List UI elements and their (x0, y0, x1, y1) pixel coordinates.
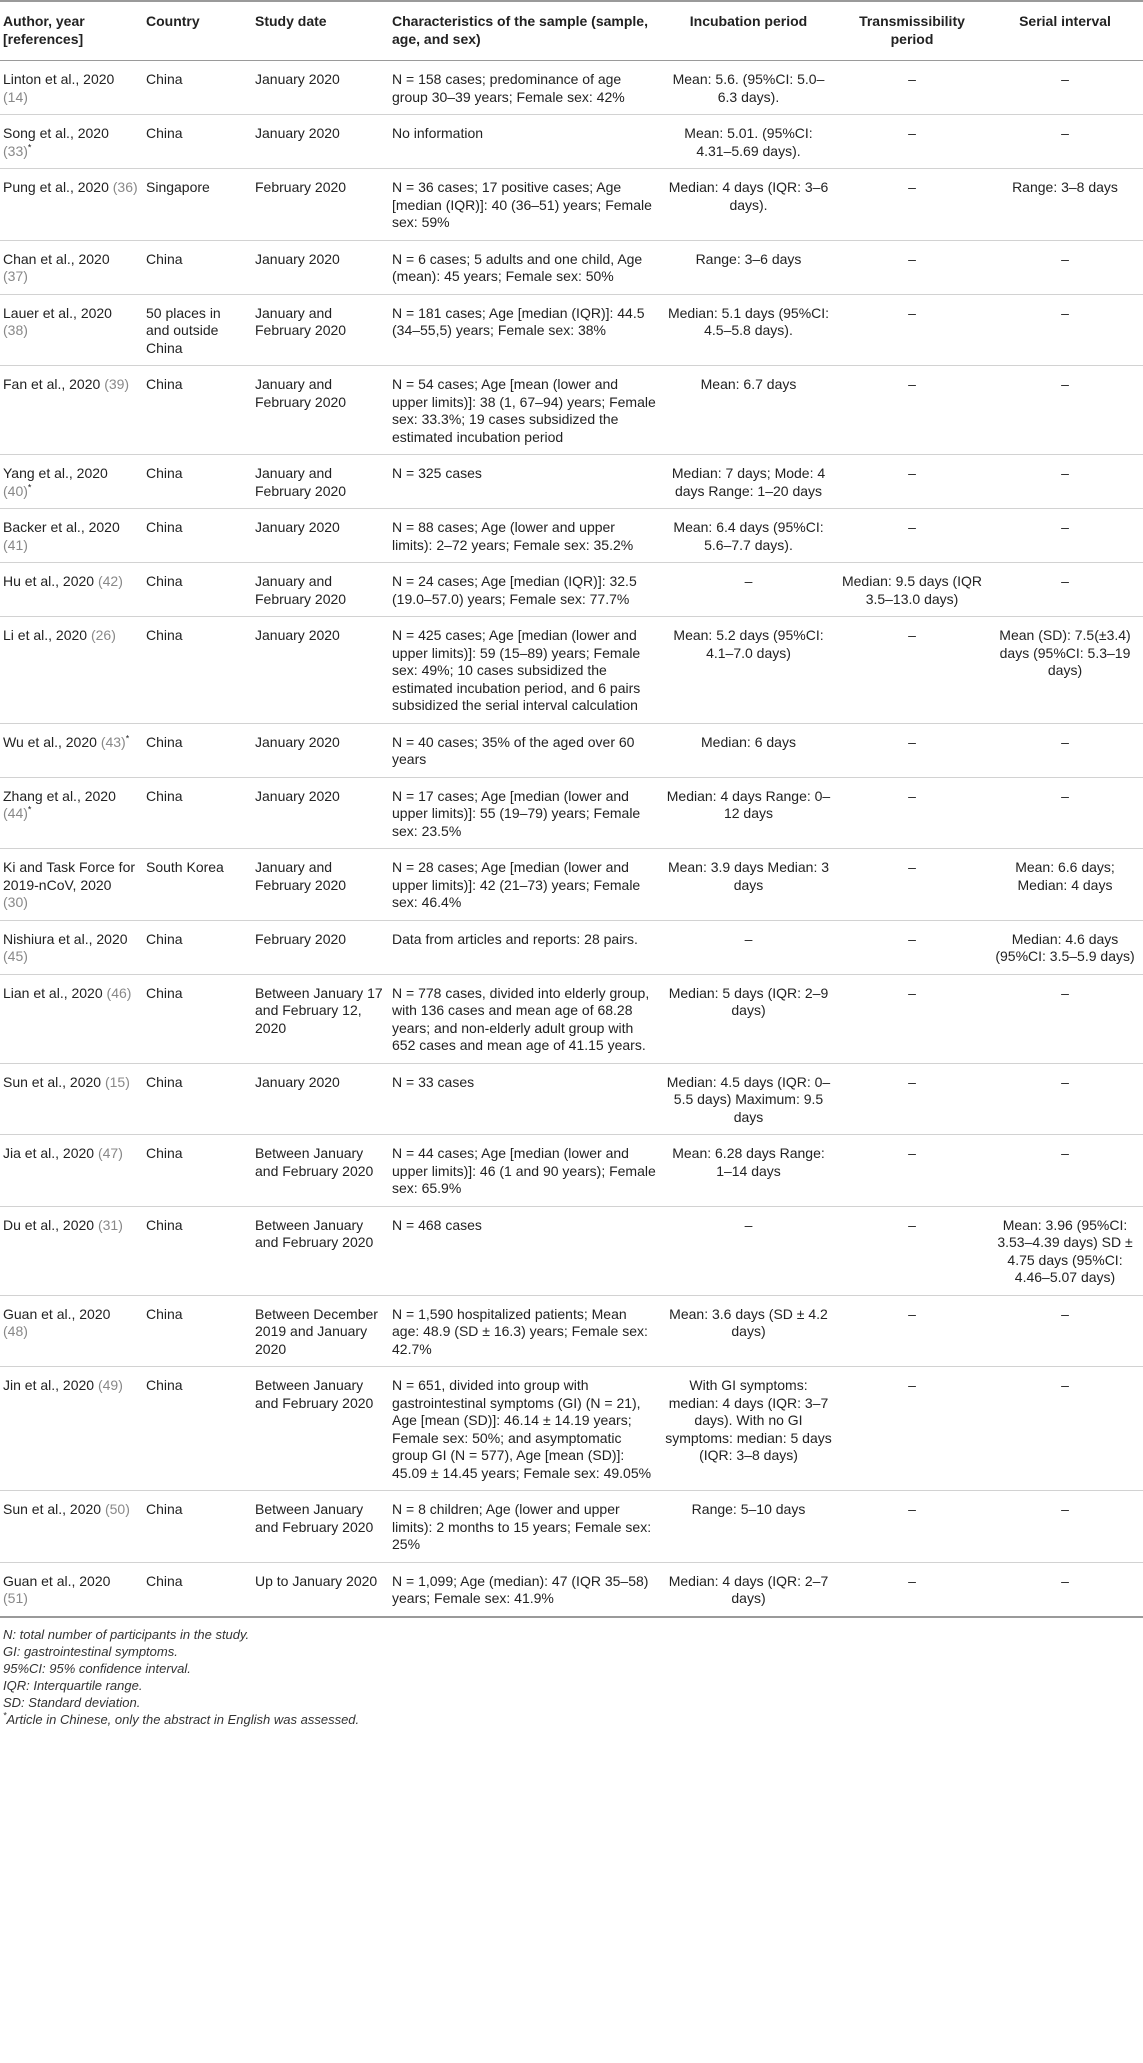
reference-link[interactable]: (38) (3, 322, 28, 338)
cell-transmissibility: – (837, 294, 989, 366)
table-row (0, 563, 1143, 617)
reference-link[interactable]: (51) (3, 1590, 28, 1606)
cell-serial: Mean: 3.96 (95%CI: 3.53–4.39 days) SD ± 4.75 days (95%CI: 4.46–5.07 days) (989, 1206, 1143, 1295)
cell-serial: – (989, 974, 1143, 1063)
cell-country: China (143, 1295, 252, 1367)
reference-link[interactable]: (43) (100, 733, 126, 750)
cell-transmissibility: – (837, 1367, 989, 1491)
author-name: Guan et al., 2020 (3, 1305, 111, 1322)
cell-sample: N = 24 cases; Age [median (IQR)]: 32.5 (19.0–57.0) years; Female sex: 77.7% (389, 563, 662, 617)
cell-author (0, 920, 143, 974)
cell-serial: – (989, 366, 1143, 455)
author-name: Jin et al., 2020 (3, 1377, 95, 1393)
cell-transmissibility: – (837, 169, 989, 241)
cell-sample: N = 181 cases; Age [median (IQR)]: 44.5 (34–55,5) years; Female sex: 38% (389, 294, 662, 366)
reference-link[interactable]: (36) (112, 179, 138, 195)
cell-transmissibility: – (837, 1295, 989, 1367)
cell-serial: – (989, 1295, 1143, 1367)
cell-study-date: January 2020 (252, 509, 389, 563)
cell-author (0, 974, 143, 1063)
table-row (0, 1491, 1143, 1563)
table-row (0, 366, 1143, 455)
cell-country: China (143, 366, 252, 455)
cell-author (0, 1206, 143, 1295)
footnote-ci: 95%CI: 95% confidence interval. (3, 1660, 191, 1676)
cell-sample: N = 325 cases (389, 455, 662, 509)
reference-link[interactable]: (14) (3, 88, 28, 105)
author-name: Zhang et al., 2020 (3, 787, 116, 804)
cell-serial: – (989, 240, 1143, 294)
cell-serial: Median: 4.6 days (95%CI: 3.5–5.9 days) (989, 920, 1143, 974)
chinese-article-mark: * (27, 804, 32, 815)
cell-incubation: Range: 5–10 days (662, 1491, 837, 1563)
cell-incubation: Mean: 5.6. (95%CI: 5.0–6.3 days). (662, 61, 837, 115)
reference-link[interactable]: (44) (3, 805, 28, 821)
cell-study-date: January and February 2020 (252, 366, 389, 455)
cell-serial: – (989, 1367, 1143, 1491)
cell-incubation: Mean: 6.7 days (662, 366, 837, 455)
cell-author (0, 294, 143, 366)
table-footnotes (0, 1626, 1143, 1728)
cell-serial: Mean: 6.6 days; Median: 4 days (989, 849, 1143, 921)
cell-author (0, 617, 143, 724)
cell-incubation: Median: 4 days (IQR: 3–6 days). (662, 169, 837, 241)
cell-incubation: Range: 3–6 days (662, 240, 837, 294)
cell-author (0, 115, 143, 169)
cell-study-date: Between January and February 2020 (252, 1135, 389, 1207)
cell-country: China (143, 1135, 252, 1207)
reference-link[interactable]: (37) (3, 268, 28, 284)
cell-sample: N = 158 cases; predominance of age group 30–39 years; Female sex: 42% (389, 61, 662, 115)
cell-author (0, 1562, 143, 1617)
cell-transmissibility: – (837, 115, 989, 169)
chinese-article-mark: * (125, 732, 130, 743)
cell-incubation: Median: 6 days (662, 723, 837, 777)
table-row (0, 617, 1143, 724)
author-name: Wu et al., 2020 (3, 733, 97, 750)
cell-sample: N = 17 cases; Age [median (lower and upper limits)]: 55 (19–79) years; Female sex: 23.5% (389, 777, 662, 849)
cell-study-date: January 2020 (252, 723, 389, 777)
cell-transmissibility: Median: 9.5 days (IQR 3.5–13.0 days) (837, 563, 989, 617)
cell-author (0, 1295, 143, 1367)
cell-study-date: February 2020 (252, 920, 389, 974)
author-name: Sun et al., 2020 (3, 1073, 102, 1090)
footnote-iqr: IQR: Interquartile range. (3, 1677, 143, 1693)
cell-study-date: February 2020 (252, 169, 389, 241)
cell-author (0, 240, 143, 294)
cell-transmissibility: – (837, 777, 989, 849)
cell-author (0, 849, 143, 921)
table-row (0, 1367, 1143, 1491)
header-author: Author, year [references] (0, 1, 143, 61)
table-row (0, 1206, 1143, 1295)
cell-author (0, 61, 143, 115)
cell-country: China (143, 777, 252, 849)
cell-sample: No information (389, 115, 662, 169)
cell-study-date: Between December 2019 and January 2020 (252, 1295, 389, 1367)
cell-study-date: Between January and February 2020 (252, 1206, 389, 1295)
cell-country: China (143, 974, 252, 1063)
cell-incubation: – (662, 563, 837, 617)
reference-link[interactable]: (46) (106, 984, 132, 1001)
footnote-chinese-article (3, 1711, 1143, 1728)
header-serial: Serial interval (989, 1, 1143, 61)
reference-link[interactable]: (26) (90, 627, 116, 643)
cell-serial: – (989, 1063, 1143, 1135)
cell-sample: Data from articles and reports: 28 pairs. (389, 920, 662, 974)
cell-country: China (143, 1367, 252, 1491)
author-name: Jia et al., 2020 (3, 1145, 95, 1161)
table-row (0, 849, 1143, 921)
reference-link[interactable]: (47) (97, 1145, 123, 1161)
author-name: Yang et al., 2020 (3, 465, 108, 481)
chinese-article-mark: * (27, 481, 32, 492)
cell-incubation: Mean: 3.9 days Median: 3 days (662, 849, 837, 921)
cell-country: Singapore (143, 169, 252, 241)
cell-country: China (143, 1206, 252, 1295)
cell-transmissibility: – (837, 1562, 989, 1617)
table-row (0, 61, 1143, 115)
cell-sample: N = 36 cases; 17 positive cases; Age [median (IQR)]: 40 (36–51) years; Female sex: 59% (389, 169, 662, 241)
chinese-article-mark: * (27, 141, 32, 152)
cell-country: China (143, 115, 252, 169)
cell-serial: – (989, 455, 1143, 509)
cell-study-date: Between January 17 and February 12, 2020 (252, 974, 389, 1063)
cell-incubation: Mean: 5.2 days (95%CI: 4.1–7.0 days) (662, 617, 837, 724)
cell-study-date: Between January and February 2020 (252, 1367, 389, 1491)
cell-serial: – (989, 563, 1143, 617)
cell-serial: – (989, 61, 1143, 115)
cell-sample: N = 6 cases; 5 adults and one child, Age (mean): 45 years; Female sex: 50% (389, 240, 662, 294)
cell-study-date: January 2020 (252, 617, 389, 724)
cell-transmissibility: – (837, 723, 989, 777)
table-row (0, 240, 1143, 294)
table-header (0, 1, 1143, 61)
cell-incubation: With GI symptoms: median: 4 days (IQR: 3–7 days). With no GI symptoms: median: 5 days (IQR: 3–8 days) (662, 1367, 837, 1491)
cell-country: China (143, 455, 252, 509)
cell-sample: N = 44 cases; Age [median (lower and upper limits)]: 46 (1 and 90 years); Female sex: 65.9% (389, 1135, 662, 1207)
cell-incubation: Median: 4 days (IQR: 2–7 days) (662, 1562, 837, 1617)
cell-study-date: January and February 2020 (252, 849, 389, 921)
cell-study-date: Between January and February 2020 (252, 1491, 389, 1563)
cell-transmissibility: – (837, 61, 989, 115)
cell-serial: – (989, 777, 1143, 849)
footnote-star-text: Article in Chinese, only the abstract in English was assessed. (6, 1711, 360, 1727)
cell-incubation: Mean: 5.01. (95%CI: 4.31–5.69 days). (662, 115, 837, 169)
cell-country: China (143, 61, 252, 115)
footnote-sd: SD: Standard deviation. (3, 1694, 141, 1710)
cell-sample: N = 33 cases (389, 1063, 662, 1135)
reference-link[interactable]: (50) (104, 1501, 130, 1517)
cell-serial: – (989, 294, 1143, 366)
cell-sample: N = 88 cases; Age (lower and upper limits): 2–72 years; Female sex: 35.2% (389, 509, 662, 563)
author-name: Guan et al., 2020 (3, 1572, 111, 1589)
author-name: Pung et al., 2020 (3, 179, 109, 195)
table-row (0, 920, 1143, 974)
cell-serial: – (989, 509, 1143, 563)
cell-author (0, 1367, 143, 1491)
reference-link[interactable]: (48) (3, 1323, 28, 1339)
table-row (0, 777, 1143, 849)
author-name: Song et al., 2020 (3, 125, 109, 141)
cell-incubation: Mean: 3.6 days (SD ± 4.2 days) (662, 1295, 837, 1367)
cell-sample: N = 651, divided into group with gastrointestinal symptoms (GI) (N = 21), Age [mean (SD)]: 46.14 ± 14.19 years; Female sex: 50%; and asymptomatic group GI (N = 577), Age [mean (SD)]: 45.09 ± 14.45 years; Female sex: 49.05% (389, 1367, 662, 1491)
cell-serial: – (989, 1491, 1143, 1563)
cell-author (0, 455, 143, 509)
footnote-n: N: total number of participants in the study. (3, 1626, 250, 1642)
cell-author (0, 1135, 143, 1207)
cell-transmissibility: – (837, 920, 989, 974)
cell-transmissibility: – (837, 974, 989, 1063)
cell-transmissibility: – (837, 1135, 989, 1207)
cell-incubation: Mean: 6.4 days (95%CI: 5.6–7.7 days). (662, 509, 837, 563)
header-sample: Characteristics of the sample (sample, age, and sex) (389, 1, 662, 61)
table-row (0, 1295, 1143, 1367)
author-name: Ki and Task Force for 2019-nCoV, 2020 (3, 859, 136, 893)
reference-link[interactable]: (41) (3, 536, 28, 553)
cell-sample: N = 778 cases, divided into elderly group, with 136 cases and mean age of 68.28 years; and non-elderly adult group with 652 cases and mean age of 41.15 years. (389, 974, 662, 1063)
header-study-date: Study date (252, 1, 389, 61)
cell-country: South Korea (143, 849, 252, 921)
cell-serial: – (989, 723, 1143, 777)
table-row (0, 1135, 1143, 1207)
footnote-star-mark: * (3, 1710, 7, 1721)
cell-author (0, 169, 143, 241)
cell-transmissibility: – (837, 509, 989, 563)
author-name: Sun et al., 2020 (3, 1501, 102, 1517)
author-name: Chan et al., 2020 (3, 250, 110, 267)
cell-study-date: January 2020 (252, 1063, 389, 1135)
cell-incubation: Median: 4 days Range: 0–12 days (662, 777, 837, 849)
cell-transmissibility: – (837, 240, 989, 294)
cell-country: China (143, 240, 252, 294)
cell-serial: Mean (SD): 7.5(±3.4) days (95%CI: 5.3–19 days) (989, 617, 1143, 724)
cell-study-date: January 2020 (252, 240, 389, 294)
reference-link[interactable]: (42) (97, 573, 123, 589)
cell-sample: N = 40 cases; 35% of the aged over 60 years (389, 723, 662, 777)
cell-incubation: Median: 5 days (IQR: 2–9 days) (662, 974, 837, 1063)
table-row (0, 455, 1143, 509)
cell-sample: N = 468 cases (389, 1206, 662, 1295)
cell-serial: – (989, 1562, 1143, 1617)
cell-sample: N = 8 children; Age (lower and upper limits): 2 months to 15 years; Female sex: 25% (389, 1491, 662, 1563)
cell-sample: N = 1,099; Age (median): 47 (IQR 35–58) years; Female sex: 41.9% (389, 1562, 662, 1617)
cell-country: China (143, 1063, 252, 1135)
cell-incubation: Median: 4.5 days (IQR: 0–5.5 days) Maximum: 9.5 days (662, 1063, 837, 1135)
table-row (0, 294, 1143, 366)
cell-transmissibility: – (837, 1206, 989, 1295)
reference-link[interactable]: (40) (3, 482, 28, 499)
author-name: Nishiura et al., 2020 (3, 930, 128, 947)
cell-transmissibility: – (837, 455, 989, 509)
cell-sample: N = 425 cases; Age [median (lower and upper limits)]: 59 (15–89) years; Female sex: 49%; 10 cases subsidized the estimated incubation period, and 6 pairs subsidized the serial interval calculation (389, 617, 662, 724)
cell-transmissibility: – (837, 366, 989, 455)
reference-link[interactable]: (30) (3, 894, 28, 910)
cell-study-date: January and February 2020 (252, 455, 389, 509)
cell-sample: N = 28 cases; Age [median (lower and upper limits)]: 42 (21–73) years; Female sex: 46.4% (389, 849, 662, 921)
cell-study-date: January and February 2020 (252, 563, 389, 617)
author-name: Lian et al., 2020 (3, 984, 103, 1001)
cell-study-date: January 2020 (252, 115, 389, 169)
cell-author (0, 723, 143, 777)
cell-sample: N = 1,590 hospitalized patients; Mean age: 48.9 (SD ± 16.3) years; Female sex: 42.7% (389, 1295, 662, 1367)
table-row (0, 723, 1143, 777)
table-row (0, 1562, 1143, 1617)
cell-author (0, 1491, 143, 1563)
cell-serial: – (989, 115, 1143, 169)
cell-author (0, 1063, 143, 1135)
header-row (0, 1, 1143, 61)
table-row (0, 509, 1143, 563)
reference-link[interactable]: (45) (3, 948, 28, 964)
cell-study-date: January 2020 (252, 777, 389, 849)
table-row (0, 974, 1143, 1063)
cell-country: China (143, 1491, 252, 1563)
cell-incubation: – (662, 1206, 837, 1295)
header-country: Country (143, 1, 252, 61)
author-name: Hu et al., 2020 (3, 573, 95, 589)
cell-author (0, 366, 143, 455)
cell-country: China (143, 509, 252, 563)
cell-transmissibility: – (837, 849, 989, 921)
cell-country: China (143, 617, 252, 724)
author-name: Linton et al., 2020 (3, 71, 115, 87)
author-name: Du et al., 2020 (3, 1216, 95, 1233)
reference-link[interactable]: (15) (104, 1073, 130, 1090)
cell-transmissibility: – (837, 1491, 989, 1563)
cell-author (0, 509, 143, 563)
author-name: Li et al., 2020 (3, 627, 88, 643)
cell-author (0, 777, 143, 849)
table-row (0, 169, 1143, 241)
header-transmissibility: Transmissibility period (837, 1, 989, 61)
reference-link[interactable]: (33) (3, 142, 28, 159)
table-row (0, 1063, 1143, 1135)
author-name: Backer et al., 2020 (3, 519, 120, 535)
cell-study-date: Up to January 2020 (252, 1562, 389, 1617)
cell-transmissibility: – (837, 1063, 989, 1135)
cell-country: China (143, 1562, 252, 1617)
cell-incubation: Mean: 6.28 days Range: 1–14 days (662, 1135, 837, 1207)
cell-country: 50 places in and outside China (143, 294, 252, 366)
cell-country: China (143, 920, 252, 974)
author-name: Lauer et al., 2020 (3, 304, 112, 321)
cell-serial: Range: 3–8 days (989, 169, 1143, 241)
reference-link[interactable]: (31) (97, 1216, 123, 1233)
cell-author (0, 563, 143, 617)
header-incubation: Incubation period (662, 1, 837, 61)
table-row (0, 115, 1143, 169)
cell-transmissibility: – (837, 617, 989, 724)
cell-serial: – (989, 1135, 1143, 1207)
cell-incubation: – (662, 920, 837, 974)
cell-country: China (143, 723, 252, 777)
cell-country: China (143, 563, 252, 617)
reference-link[interactable]: (49) (97, 1377, 123, 1393)
cell-incubation: Median: 5.1 days (95%CI: 4.5–5.8 days). (662, 294, 837, 366)
cell-incubation: Median: 7 days; Mode: 4 days Range: 1–20 days (662, 455, 837, 509)
reference-link[interactable]: (39) (104, 376, 130, 392)
table-body (0, 61, 1143, 1617)
cell-study-date: January and February 2020 (252, 294, 389, 366)
author-name: Fan et al., 2020 (3, 376, 101, 392)
cell-study-date: January 2020 (252, 61, 389, 115)
footnote-gi: GI: gastrointestinal symptoms. (3, 1643, 178, 1659)
cell-sample: N = 54 cases; Age [mean (lower and upper limits)]: 38 (1, 67–94) years; Female sex: 33.3%; 19 cases subsidized the estimated incubation period (389, 366, 662, 455)
